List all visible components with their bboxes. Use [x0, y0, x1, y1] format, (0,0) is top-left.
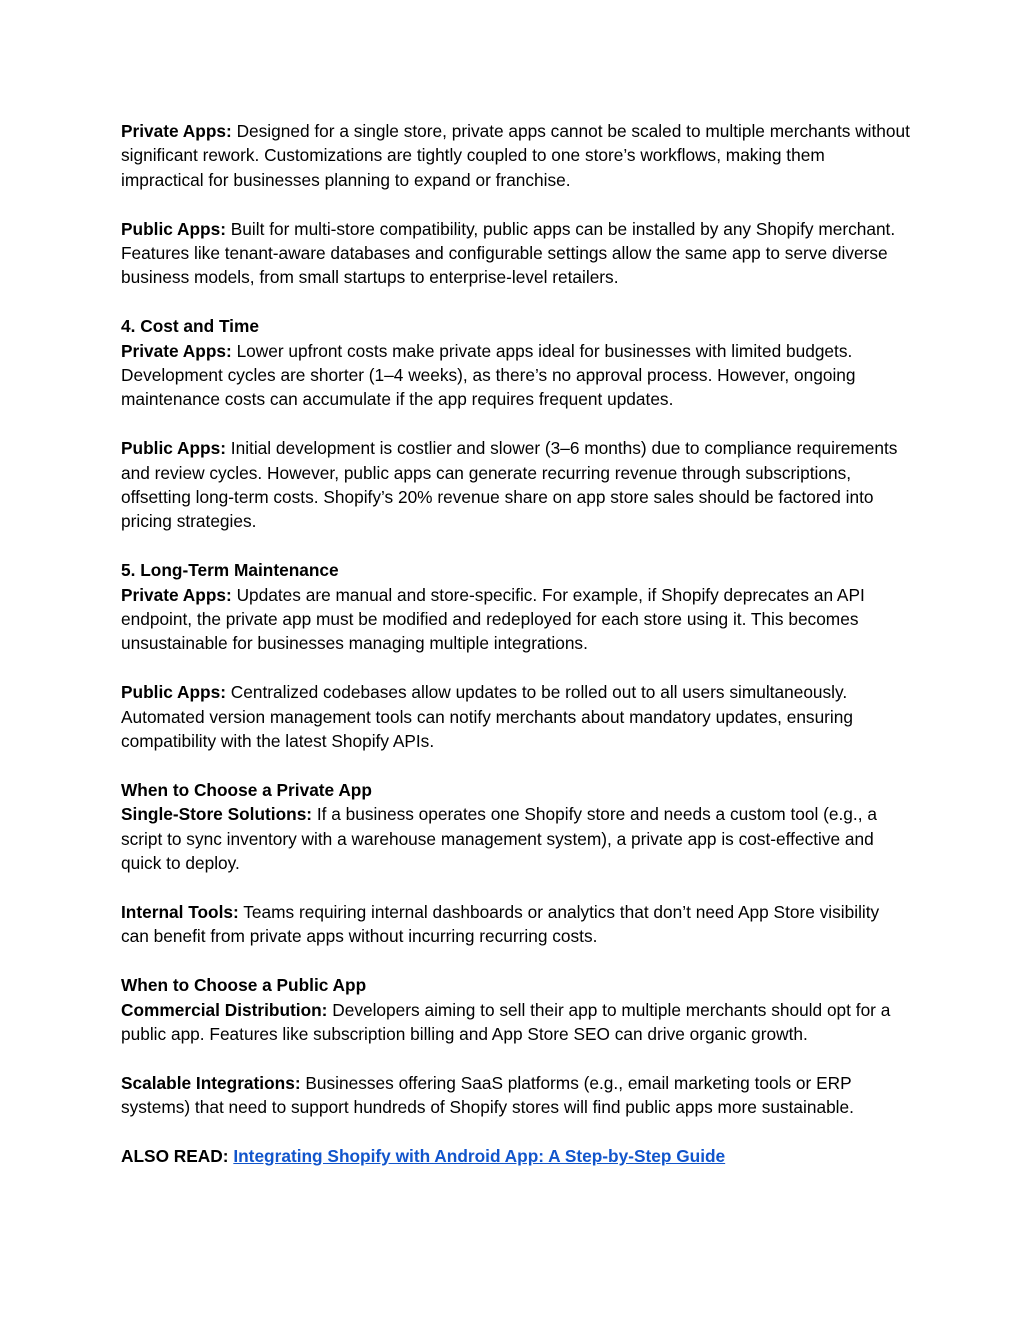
paragraph-text: If a business operates one Shopify store and needs a custom tool (e.g., a script to sync inventory with a warehouse management system), a private app is cost-effective and quick to deploy.: [121, 804, 877, 874]
paragraph-public-apps-maintenance: [121, 680, 911, 753]
also-read-link[interactable]: Integrating Shopify with Android App: A Step-by-Step Guide: [233, 1145, 726, 1166]
paragraph-public-apps-scalability: [121, 217, 911, 290]
document-body: [121, 119, 911, 1193]
paragraph-lead: Private Apps:: [121, 584, 232, 605]
also-read-label: ALSO READ:: [121, 1145, 234, 1166]
paragraph-lead: Commercial Distribution:: [121, 999, 328, 1020]
paragraph-private-apps-scalability: [121, 119, 911, 192]
paragraph-internal-tools: [121, 900, 911, 949]
paragraph-scalable-integrations: [121, 1071, 911, 1120]
paragraph-lead: Private Apps:: [121, 121, 232, 141]
paragraph-lead: Public Apps:: [121, 438, 226, 459]
paragraph-text: Developers aiming to sell their app to multiple merchants should opt for a public app. Features like subscription billing and App Store SEO can drive organic growth.: [121, 999, 891, 1044]
paragraph-public-apps-cost: [121, 436, 911, 534]
section-heading-choose-private-app: When to Choose a Private App: [121, 779, 372, 800]
paragraph-text: Lower upfront costs make private apps ideal for businesses with limited budgets. Development cycles are shorter (1–4 weeks), as there’s no approval process. However, ongoing maintenance costs can accumulate if the app requires frequent updates.: [121, 340, 856, 410]
paragraph-text: Teams requiring internal dashboards or analytics that don’t need App Store visibility can benefit from private apps without incurring recurring costs.: [121, 901, 880, 947]
paragraph-lead: Internal Tools:: [121, 901, 239, 922]
paragraph-lead: Single-Store Solutions:: [121, 804, 313, 825]
paragraph-commercial-distribution: [121, 998, 911, 1047]
paragraph-text: Centralized codebases allow updates to be rolled out to all users simultaneously. Automated version management tools can notify merchants about mandatory updates, ensuring compatibility with the latest Shopify APIs.: [121, 682, 853, 752]
paragraph-text: Built for multi-store compatibility, public apps can be installed by any Shopify merchant. Features like tenant-aware databases and configurable settings allow the same app to serve diverse business models, from small startups to enterprise-level retailers.: [121, 218, 896, 288]
paragraph-text: Designed for a single store, private apps cannot be scaled to multiple merchants without significant rework. Customizations are tightly coupled to one store’s workflows, making them impractical for businesses planning to expand or franchise.: [121, 121, 910, 190]
section-heading-long-term-maintenance: 5. Long-Term Maintenance: [121, 560, 339, 581]
paragraph-text: Updates are manual and store-specific. For example, if Shopify deprecates an API endpoint, the private app must be modified and redeployed for each store using it. This becomes unsustainable for businesses managing multiple integrations.: [121, 584, 865, 654]
paragraph-lead: Private Apps:: [121, 340, 232, 361]
paragraph-lead: Scalable Integrations:: [121, 1072, 301, 1093]
section-heading-cost-and-time: 4. Cost and Time: [121, 316, 259, 337]
paragraph-lead: Public Apps:: [121, 682, 226, 703]
also-read-line: [121, 1144, 911, 1168]
section-heading-choose-public-app: When to Choose a Public App: [121, 975, 367, 996]
paragraph-private-apps-cost: [121, 339, 911, 412]
paragraph-text: Initial development is costlier and slower (3–6 months) due to compliance requirements and review cycles. However, public apps can generate recurring revenue through subscriptions, offsetting long-term costs. Shopify’s 20% revenue share on app store sales should be factored into pricing strategies.: [121, 438, 898, 532]
paragraph-lead: Public Apps:: [121, 218, 226, 239]
paragraph-private-apps-maintenance: [121, 583, 911, 656]
paragraph-text: Businesses offering SaaS platforms (e.g., email marketing tools or ERP systems) that need to support hundreds of Shopify stores will find public apps more sustainable.: [121, 1072, 854, 1118]
paragraph-single-store-solutions: [121, 802, 911, 875]
